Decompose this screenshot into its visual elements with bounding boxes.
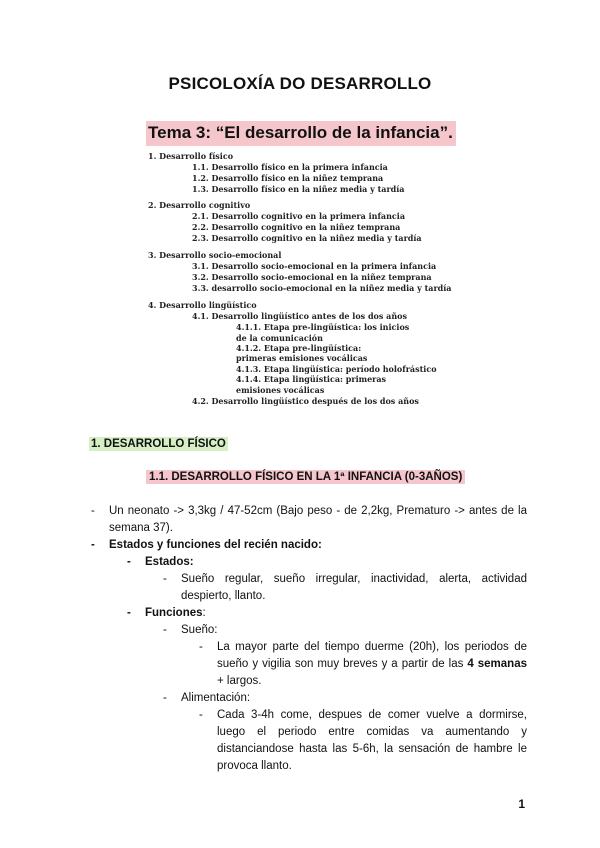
estados-funciones-heading: Estados y funciones del recién nacido: (109, 539, 322, 551)
toc-item: 3.1. Desarrollo socio-emocional en la primera infancia (192, 261, 437, 271)
alimentacion-label: Alimentación: (181, 692, 251, 704)
funciones-colon: : (202, 607, 206, 619)
section-heading-desarrollo-fisico: 1. DESARROLLO FÍSICO (91, 438, 226, 450)
subsection-heading-primera-infancia: 1.1. DESARROLLO FÍSICO EN LA 1ª INFANCIA (0-3AÑOS) (146, 470, 465, 484)
toc-item: 4.1.2. Etapa pre-lingüística: (236, 343, 362, 353)
neonato-text: Un neonato -> 3,3kg / 47-52cm (Bajo peso - de 2,2kg, Prematuro -> antes de la semana 37). (109, 505, 527, 534)
sueno-text-b: + largos. (217, 675, 262, 687)
estados-label: Estados: (145, 556, 194, 568)
funciones-label (145, 605, 206, 622)
toc-item: 4.1. Desarrollo lingüístico antes de los dos años (192, 311, 408, 321)
toc-item: 1.2. Desarrollo físico en la niñez temprana (192, 173, 384, 183)
toc-item: 1.1. Desarrollo físico en la primera infancia (192, 162, 388, 172)
toc-item: 2.1. Desarrollo cognitivo en la primera infancia (192, 211, 406, 221)
toc-item: 4.2. Desarrollo lingüístico después de los dos años (192, 396, 419, 406)
sueno-text-bold: 4 semanas (467, 658, 527, 670)
toc-item: primeras emisiones vocálicas (236, 353, 368, 363)
bullet-dash: - (127, 556, 131, 568)
toc-heading: 2. Desarrollo cognitivo (148, 200, 251, 210)
toc-item: emisiones vocálicas (236, 385, 325, 395)
sueno-text-a: La mayor parte del tiempo duerme (20h), los periodos de sueño y vigilia son muy breves y a partir de las (217, 641, 527, 670)
estados-text: Sueño regular, sueño irregular, inactividad, alerta, actividad despierto, llanto. (181, 573, 527, 602)
bullet-dash: - (91, 539, 95, 551)
toc-heading: 4. Desarrollo lingüístico (148, 300, 257, 310)
toc-heading: 1. Desarrollo físico (148, 151, 234, 161)
page-number: 1 (518, 797, 525, 811)
bullet-dash: - (163, 624, 167, 636)
toc-item: 4.1.3. Etapa lingüística: período holofrástico (236, 364, 437, 374)
bullet-dash: - (127, 607, 131, 619)
bullet-dash: - (163, 573, 167, 585)
toc-item: de la comunicación (236, 333, 323, 343)
sueno-label: Sueño: (181, 624, 218, 636)
toc-item: 1.3. Desarrollo físico en la niñez media y tardía (192, 184, 405, 194)
sueno-text (217, 639, 527, 690)
toc-item: 3.3. desarrollo socio-emocional en la niñez media y tardía (192, 283, 452, 293)
toc-item: 4.1.4. Etapa lingüística: primeras (236, 374, 387, 384)
toc-item: 2.3. Desarrollo cognitivo en la niñez media y tardía (192, 233, 422, 243)
toc-heading: 3. Desarrollo socio-emocional (148, 250, 282, 260)
toc-item: 3.2. Desarrollo socio-emocional en la niñez temprana (192, 272, 432, 282)
bullet-dash: - (91, 505, 95, 517)
bullet-dash: - (199, 709, 203, 721)
bullet-dash: - (199, 641, 203, 653)
toc-item: 2.2. Desarrollo cognitivo en la niñez temprana (192, 222, 401, 232)
bullet-dash: - (163, 692, 167, 704)
toc-item: 4.1.1. Etapa pre-lingüística: los inicios (236, 322, 410, 332)
funciones-label-text: Funciones (145, 607, 203, 619)
tema-title: Tema 3: “El desarrollo de la infancia”. (146, 121, 456, 146)
document-title: PSICOLOXÍA DO DESARROLLO (168, 74, 432, 93)
alimentacion-text: Cada 3-4h come, despues de comer vuelve a dormirse, luego el periodo entre comidas va aumentando y distanciandose hasta las 5-6h, la sensación de hambre le provoca llanto. (217, 709, 527, 772)
